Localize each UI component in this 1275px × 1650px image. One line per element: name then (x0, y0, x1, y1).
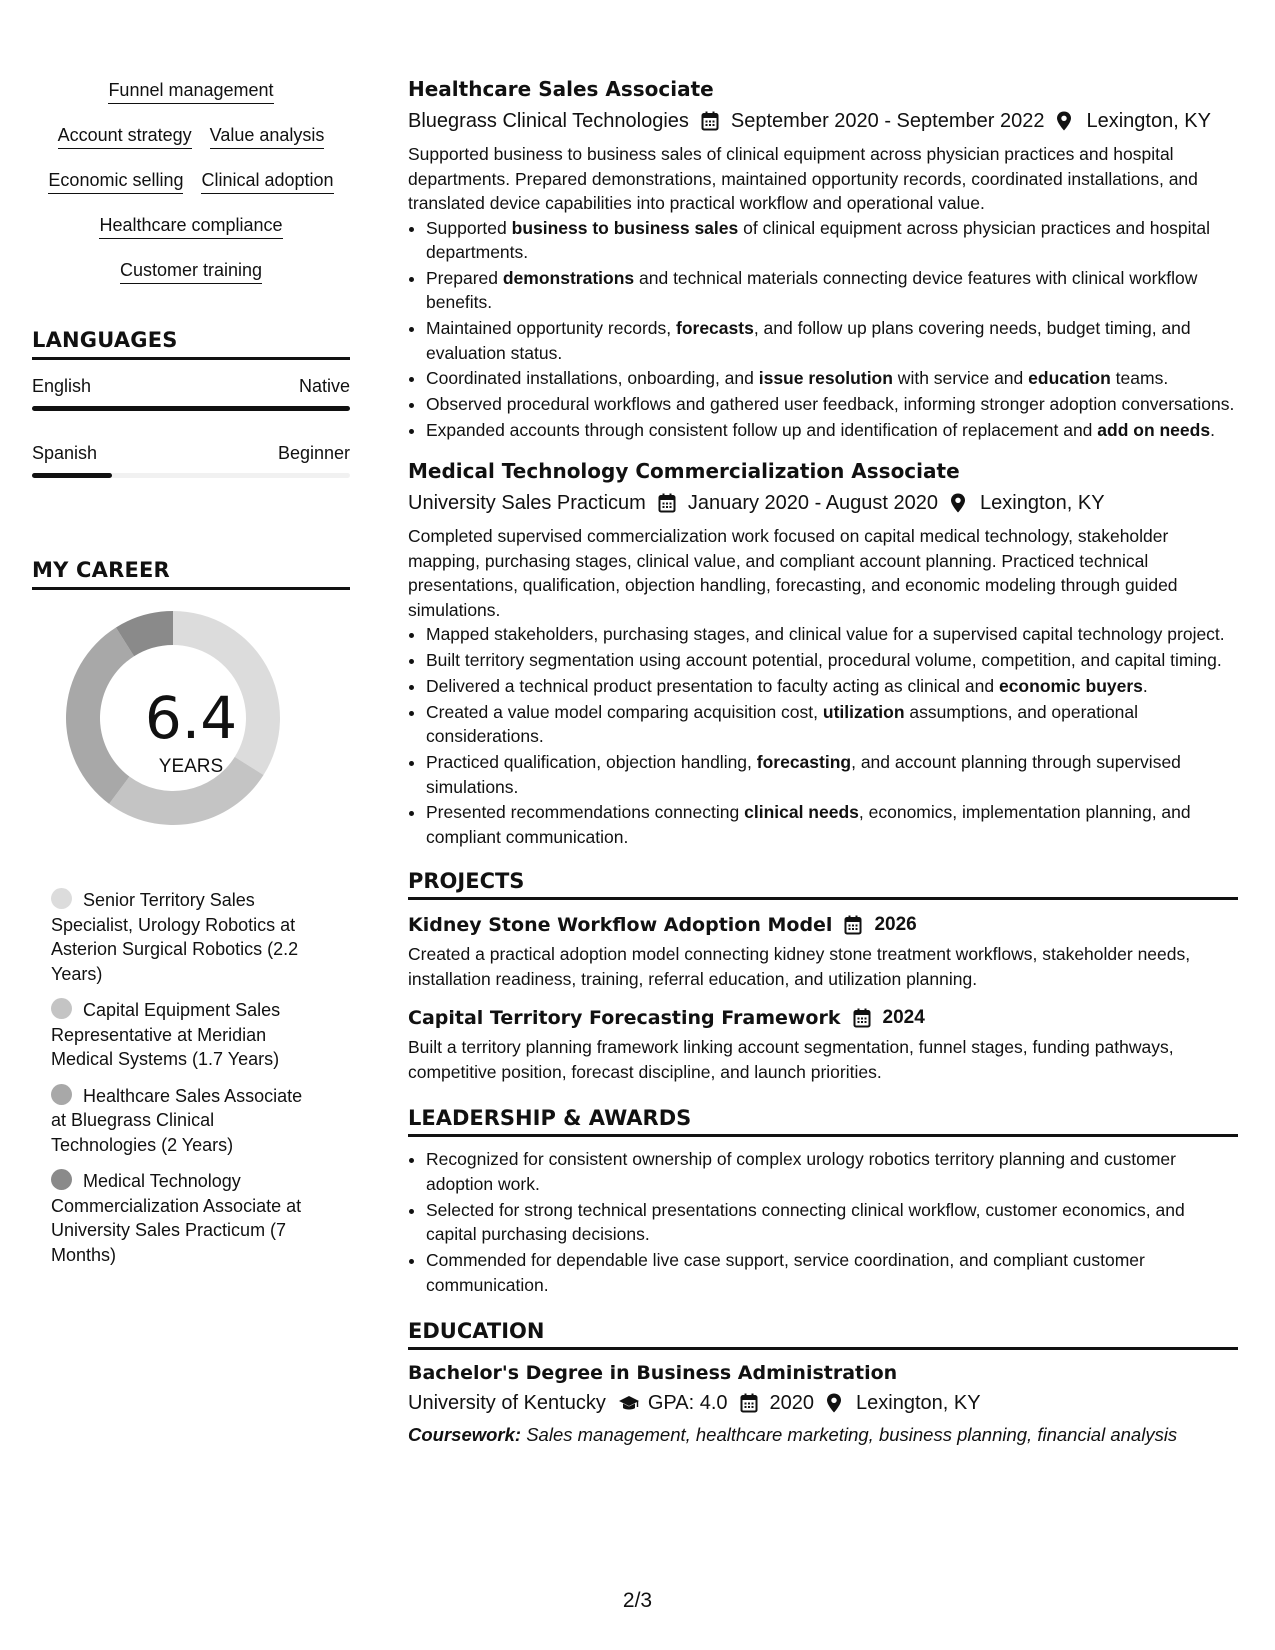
language-name: English (32, 376, 92, 396)
career-legend-item (51, 1169, 321, 1267)
career-legend-item (51, 998, 321, 1072)
leadership-list (408, 1147, 1238, 1297)
award-item: • Commended for dependable live case support, service coordination, and compliant customer communication. (426, 1248, 1238, 1297)
gpa-value: GPA: 4.0 (647, 1392, 728, 1415)
bullet-item (426, 216, 1238, 265)
legend-swatch (51, 1169, 72, 1190)
map-pin-icon (950, 493, 970, 513)
career-donut-chart (32, 608, 350, 868)
bullet-item (426, 648, 1238, 673)
skill-tag: Clinical adoption (201, 168, 333, 194)
bullet-keyword: demonstrations (502, 267, 635, 288)
page-number: 2/3 (622, 1589, 653, 1612)
bullet-item (426, 622, 1238, 647)
bullet-item (426, 392, 1238, 417)
language-level: Beginner (277, 443, 350, 463)
project-name: Kidney Stone Workflow Adoption Model (408, 914, 833, 937)
bullet-item (426, 418, 1238, 443)
legend-label: Medical Technology Commercialization Associate at University Sales Practicum (7 Months) (51, 1171, 302, 1265)
award-item: • Recognized for consistent ownership of complex urology robotics territory planning and customer adoption work. (426, 1147, 1238, 1196)
language-name: Spanish (32, 443, 98, 463)
bullet-text: Maintained opportunity records, (426, 318, 676, 339)
project-item (408, 912, 1238, 991)
job-meta (408, 108, 1238, 134)
skills-row (32, 168, 350, 194)
language-item (32, 441, 350, 478)
bullet-keyword: forecasting (756, 752, 852, 773)
project-description: Created a practical adoption model connecting kidney stone treatment workflows, stakeholder needs, installation readiness, training, referral education, and utilization planning. (408, 944, 1191, 989)
legend-swatch (51, 998, 72, 1019)
job-summary: Supported business to business sales of clinical equipment across physician practices and hospital departments. Prepared demonstrations, maintained opportunity records, coordinated installations, and translated device capabilities into practical workflow and operational value. (408, 144, 1198, 213)
skills-row (32, 258, 350, 284)
languages-heading: LANGUAGES (32, 328, 350, 360)
experience-list (408, 76, 1238, 849)
map-pin-icon (1056, 111, 1076, 131)
career-heading: MY CAREER (32, 558, 350, 590)
award-item: • Selected for strong technical presentations connecting clinical workflow, customer economics, and capital purchasing decisions. (426, 1198, 1238, 1247)
skills-list (32, 78, 350, 284)
company-name: Bluegrass Clinical Technologies (408, 110, 689, 132)
bullet-item (426, 266, 1238, 315)
calendar-icon (844, 915, 864, 935)
legend-swatch (51, 1084, 72, 1105)
coursework-text: Sales management, healthcare marketing, business planning, financial analysis (526, 1424, 1178, 1446)
experience-item (408, 76, 1238, 442)
education-heading: EDUCATION (408, 1319, 1238, 1350)
job-title: Healthcare Sales Associate (408, 77, 714, 101)
job-location: Lexington, KY (1086, 110, 1211, 132)
career-legend-item (51, 1084, 321, 1158)
bullet-item (426, 366, 1238, 391)
map-pin-icon (826, 1393, 846, 1413)
bullet-text: Created a value model comparing acquisition cost, (426, 701, 823, 722)
job-meta (408, 490, 1238, 516)
skill-tag: Account strategy (58, 123, 192, 149)
graduation-year: 2020 (769, 1392, 815, 1415)
skill-tag: Value analysis (210, 123, 325, 149)
bullet-keyword: clinical needs (744, 802, 859, 823)
job-bullets (408, 216, 1238, 443)
bullet-item (426, 800, 1238, 849)
job-dates: September 2020 - September 2022 (730, 110, 1045, 132)
bullet-text: Coordinated installations, onboarding, and (426, 368, 759, 389)
career-total-unit: YEARS (158, 756, 224, 777)
bullet-text: , and follow up plans covering needs, budget timing, and evaluation status. (426, 318, 1191, 363)
legend-swatch (51, 888, 72, 909)
language-proficiency-bar (32, 473, 350, 478)
project-description: Built a territory planning framework linking account segmentation, funnel stages, funding pathways, competitive position, forecast discipline, and launch priorities. (408, 1037, 1174, 1082)
bullet-text: Presented recommendations connecting (426, 802, 745, 823)
skills-row (32, 78, 350, 104)
job-bullets (408, 622, 1238, 849)
legend-label: Healthcare Sales Associate at Bluegrass Clinical Technologies (2 Years) (51, 1085, 303, 1155)
legend-label: Capital Equipment Sales Representative at Meridian Medical Systems (1.7 Years) (51, 1000, 281, 1069)
language-proficiency-bar (32, 406, 350, 411)
bullet-text: , and account planning through supervised simulations. (426, 752, 1181, 797)
bullet-keyword: economic buyers (998, 676, 1143, 697)
bullet-text: teams. (1110, 368, 1169, 389)
career-legend (32, 888, 321, 1267)
bullet-text: Delivered a technical product presentation to faculty acting as clinical and (426, 676, 999, 697)
bullet-text: Expanded accounts through consistent follow up and identification of replacement and (426, 419, 1098, 440)
calendar-icon (658, 493, 678, 513)
bullet-text: Built territory segmentation using account potential, procedural volume, competition, and capital timing. (426, 650, 1222, 671)
bullet-text: Mapped stakeholders, purchasing stages, and clinical value for a supervised capital technology project. (426, 624, 1225, 645)
language-level: Native (298, 376, 350, 396)
right-column (408, 76, 1238, 1447)
left-column (32, 78, 350, 1279)
experience-item (408, 458, 1238, 849)
language-proficiency-fill (32, 473, 112, 478)
job-title: Medical Technology Commercialization Associate (408, 459, 960, 484)
skill-tag: Funnel management (108, 78, 273, 104)
job-dates: January 2020 - August 2020 (687, 492, 939, 515)
school-name: University of Kentucky (408, 1392, 606, 1415)
bullet-text: , economics, implementation planning, and compliant communication. (426, 802, 1191, 847)
skills-row (32, 123, 350, 149)
project-header (408, 1005, 1238, 1031)
company-name: University Sales Practicum (408, 492, 646, 515)
calendar-icon (853, 1008, 873, 1028)
graduation-cap-icon (618, 1393, 638, 1413)
calendar-icon (701, 111, 721, 131)
coursework (408, 1422, 1238, 1447)
bullet-item (426, 700, 1238, 749)
bullet-text: and technical materials connecting device features with clinical workflow benefits. (426, 267, 1198, 313)
skill-tag: Customer training (120, 258, 262, 284)
bullet-text: Prepared (426, 267, 503, 288)
career-legend-item (51, 888, 321, 986)
language-item (32, 374, 350, 411)
calendar-icon (740, 1393, 760, 1413)
bullet-keyword: utilization (822, 701, 905, 722)
bullet-keyword: add on needs (1097, 419, 1211, 440)
bullet-text: . (1142, 676, 1148, 697)
bullet-text: Practiced qualification, objection handling, (426, 752, 757, 773)
leadership-heading: LEADERSHIP & AWARDS (408, 1106, 1238, 1137)
project-header (408, 912, 1238, 938)
projects-heading: PROJECTS (408, 869, 1238, 900)
bullet-text: with service and (892, 368, 1029, 389)
bullet-keyword: education (1028, 368, 1111, 389)
projects-list (408, 912, 1238, 1084)
education-meta (408, 1390, 1238, 1416)
education-location: Lexington, KY (856, 1392, 981, 1415)
bullet-item (426, 750, 1238, 799)
bullet-keyword: forecasts (676, 318, 754, 339)
bullet-keyword: business to business sales (511, 217, 739, 238)
bullet-text: . (1210, 419, 1215, 440)
legend-label: Senior Territory Sales Specialist, Urology Robotics at Asterion Surgical Robotics (2.2 Years) (51, 890, 299, 984)
project-item (408, 1005, 1238, 1084)
job-summary: Completed supervised commercialization work focused on capital medical technology, stakeholder mapping, purchasing stages, clinical value, and compliant account planning. Practiced technical presentations, qualification, objection handling, forecasting, and economic modeling through guided simulations. (408, 526, 1178, 620)
bullet-text: Supported (426, 217, 512, 238)
job-location: Lexington, KY (980, 492, 1105, 515)
skill-tag: Economic selling (48, 168, 183, 194)
bullet-keyword: issue resolution (758, 368, 893, 389)
skill-tag: Healthcare compliance (99, 213, 282, 239)
project-name: Capital Territory Forecasting Framework (408, 1007, 841, 1030)
degree-title: Bachelor's Degree in Business Administration (408, 1362, 898, 1385)
project-year: 2026 (874, 914, 917, 936)
coursework-label: Coursework: (408, 1424, 522, 1446)
career-total-years: 6.4 (144, 684, 238, 752)
bullet-text: assumptions, and operational considerations. (426, 701, 1139, 747)
bullet-item (426, 674, 1238, 699)
skills-row (32, 213, 350, 239)
bullet-text: of clinical equipment across physician practices and hospital departments. (426, 217, 1211, 262)
language-proficiency-fill (32, 406, 350, 411)
bullet-item (426, 316, 1238, 365)
project-year: 2024 (882, 1007, 925, 1029)
bullet-text: Observed procedural workflows and gathered user feedback, informing stronger adoption conversations. (426, 394, 1235, 415)
